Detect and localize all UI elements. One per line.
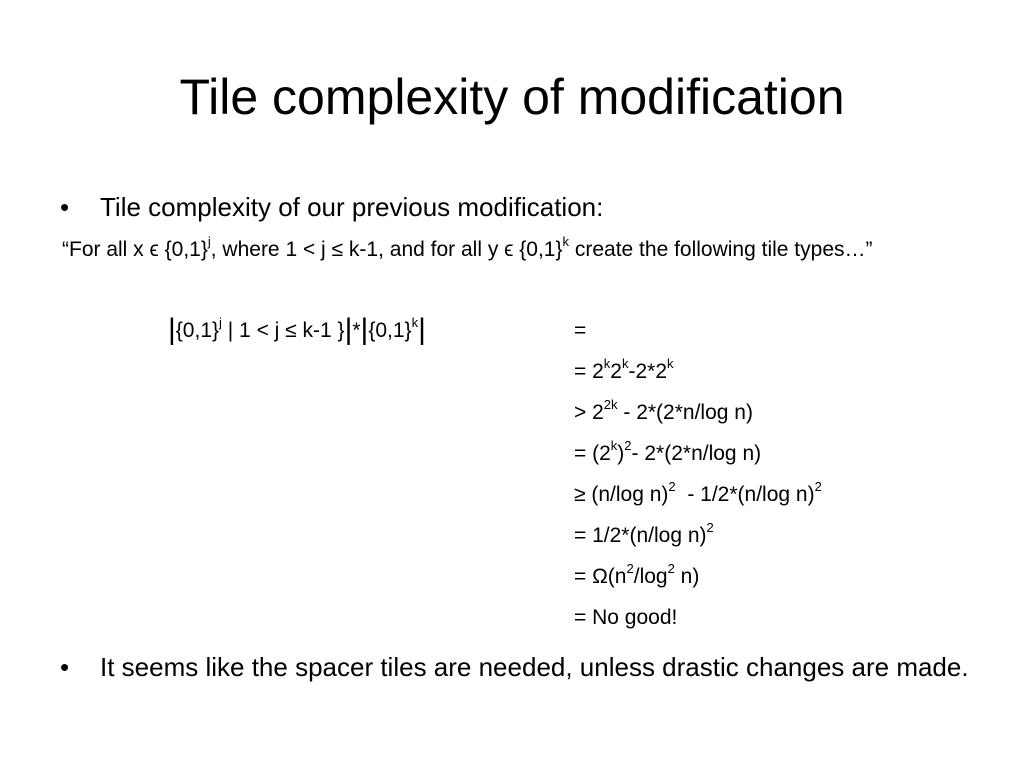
eq-superscript: k — [667, 356, 674, 372]
set-part: {0,1} — [175, 319, 220, 342]
eq-text: ) — [617, 442, 625, 465]
bullet-text: It seems like the spacer tiles are needed, unless drastic changes are made. — [100, 652, 969, 682]
equation-line — [574, 601, 822, 642]
bullet-marker: • — [60, 652, 70, 682]
eq-text: ≥ (n/log n) — [574, 483, 669, 506]
set-part: {0,1} — [368, 319, 412, 342]
quote-text-part: “For all x ϵ {0,1} — [62, 238, 208, 261]
set-superscript: j — [219, 315, 222, 331]
eq-text: = No good! — [574, 606, 678, 629]
eq-superscript: 2 — [667, 561, 675, 577]
quote-superscript: j — [207, 234, 211, 250]
eq-text: = Ω(n — [574, 565, 627, 588]
eq-text: = 2 — [574, 360, 604, 383]
equation-line — [574, 519, 822, 560]
multiply-symbol: * — [352, 319, 361, 342]
eq-text: - 1/2*(n/log n) — [675, 483, 815, 506]
bullet-marker: • — [60, 192, 70, 222]
eq-superscript: k — [610, 438, 618, 454]
eq-superscript: 2 — [668, 479, 676, 495]
abs-bar: | — [344, 313, 353, 346]
eq-superscript: 2 — [626, 561, 634, 577]
eq-text: /log — [633, 565, 668, 588]
eq-text: - 2*(2*n/log n) — [617, 401, 753, 424]
eq-superscript: 2 — [706, 520, 714, 536]
eq-superscript: k — [603, 356, 611, 372]
set-cardinality-expression — [168, 314, 426, 348]
eq-text: = 1/2*(n/log n) — [574, 524, 707, 547]
abs-bar: | — [168, 313, 176, 346]
quote-text-part: create the following tile types…” — [569, 238, 873, 261]
abs-bar: | — [360, 313, 369, 346]
quote-text-part: , where 1 < j ≤ k-1, and for all y ϵ {0,1} — [210, 238, 563, 261]
equation-line — [574, 396, 822, 437]
bullet-spacer-tiles — [60, 648, 990, 686]
eq-text: = (2 — [574, 442, 611, 465]
eq-text: n) — [674, 565, 700, 588]
eq-text: = — [574, 319, 587, 342]
equation-line — [574, 314, 822, 355]
set-part: | 1 < j ≤ k-1 } — [221, 319, 345, 342]
eq-superscript: 2k — [603, 397, 618, 413]
equation-derivation — [574, 314, 822, 642]
eq-text: - 2*(2*n/log n) — [631, 442, 762, 465]
eq-text: > 2 — [574, 401, 604, 424]
set-superscript: k — [411, 315, 419, 331]
bullet-tile-complexity — [60, 188, 990, 226]
eq-text: 2 — [610, 360, 622, 383]
equation-line — [574, 478, 822, 519]
quote-superscript: k — [562, 234, 570, 250]
eq-text: -2*2 — [628, 360, 668, 383]
bullet-text: Tile complexity of our previous modification: — [100, 192, 604, 222]
equation-line — [574, 560, 822, 601]
equation-line — [574, 437, 822, 478]
eq-superscript: 2 — [624, 438, 632, 454]
quoted-definition — [62, 234, 987, 266]
slide-title: Tile complexity of modification — [179, 69, 845, 125]
eq-superscript: 2 — [814, 479, 822, 495]
equation-line — [574, 355, 822, 396]
eq-superscript: k — [621, 356, 629, 372]
abs-bar: | — [418, 313, 426, 346]
